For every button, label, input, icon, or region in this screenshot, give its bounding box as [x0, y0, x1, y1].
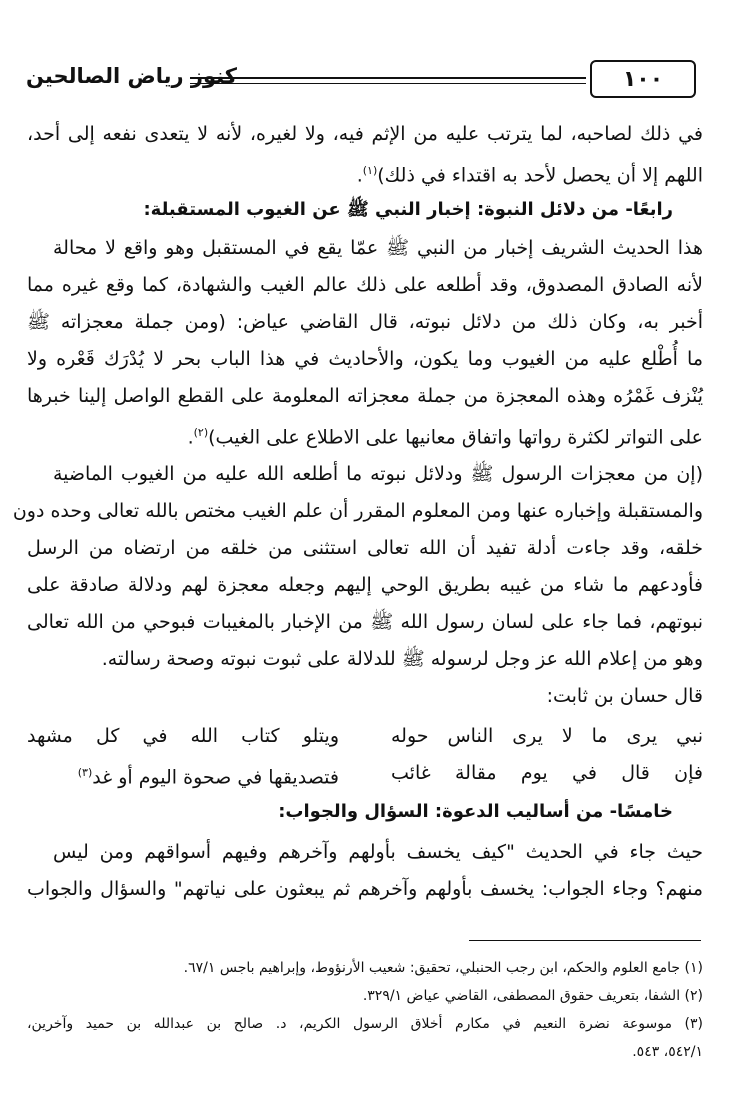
footnote-mark: (١) — [362, 164, 378, 177]
text-line: على التواتر لكثرة رواتها واتفاق معانيها على الاطلاع على الغيب)$^{(٢)}$. — [187, 426, 703, 449]
footnote: (٢) الشفا، بتعريف حقوق المصطفى، القاضي عياض ٣٢٩/١. — [362, 988, 703, 1004]
page-header — [20, 58, 710, 100]
text-line: ما أُطْلع عليه من الغيوب وما يكون، والأحاديث في هذا الباب بحر لا يُدْرَك قَعْره ولا — [27, 348, 703, 370]
footnote: (٣) موسوعة نضرة النعيم في مكارم أخلاق الرسول الكريم، د. صالح بن عبدالله بن حميد وآخرين، — [27, 1016, 703, 1032]
text-line: فأودعهم ما شاء من غيبه بطريق الوحي إليهم وجعله معجزة لهم ودلالة صادقة على — [27, 574, 703, 596]
text-line: منهم؟ وجاء الجواب: يخسف بأولهم وآخرهم ثم يبعثون على نياتهم" والسؤال والجواب — [27, 878, 703, 900]
text-line: (إن من معجزات الرسول ﷺ ودلائل نبوته ما أطلعه الله عليه من الغيوب الماضية — [53, 463, 703, 485]
footnote: ٥٤٢/١، ٥٤٣. — [632, 1044, 703, 1060]
text-line: اللهم إلا أن يحصل لأحد به اقتداء في ذلك)$^{(١)}$. — [356, 164, 703, 187]
text-line: وهو من إعلام الله عز وجل لرسوله ﷺ للدلالة على ثبوت نبوته وصحة رسالته. — [101, 648, 703, 670]
text-line: لأنه الصادق المصدوق، وقد أطلعه على ذلك عالم الغيب والشهادة، كما وقع غيره مما — [27, 274, 703, 296]
text-line: في ذلك لصاحبه، لما يترتب عليه من الإثم فيه، ولا لغيره، لأنه لا يتعدى نفعه إلى أحد، — [27, 123, 703, 145]
page-number: ١٠٠ — [590, 60, 696, 98]
verse-first-hemistich: نبي يرى ما لا يرى الناس حوله — [391, 725, 703, 747]
verse-first-hemistich: فإن قال في يوم مقالة غائب — [391, 762, 703, 784]
section-heading-5: خامسًا- من أساليب الدعوة: السؤال والجواب: — [278, 801, 673, 822]
text-span: على التواتر لكثرة رواتها واتفاق معانيها على الاطلاع على الغيب) — [208, 426, 703, 449]
text-line: أخبر به، وكان ذلك من دلائل نبوته، قال القاضي عياض: (ومن جملة معجزاته ﷺ — [27, 311, 703, 333]
footnote-separator — [469, 940, 701, 941]
section-heading-4: رابعًا- من دلائل النبوة: إخبار النبي ﷺ عن الغيوب المستقبلة: — [143, 199, 673, 220]
text-span: فتصديقها في صحوة اليوم أو غد — [92, 766, 339, 789]
text-line: والمستقبلة وإخباره عنها ومن المعلوم المقرر أن علم الغيب مختص بالله تعالى وحده دون — [12, 500, 703, 522]
text-line: يُنْزف غَمْرُه وهذه المعجزة من جملة معجزاته المعلومة على القطع الواصل إلينا خبرها — [27, 385, 703, 407]
verse-second-hemistich: ويتلو كتاب الله في كل مشهد — [27, 725, 339, 747]
text-line: حيث جاء في الحديث "كيف يخسف بأولهم وآخرهم وفيهم أسواقهم ومن ليس — [53, 841, 703, 863]
header-rule-thin — [190, 83, 586, 84]
footnote: (١) جامع العلوم والحكم، ابن رجب الحنبلي، تحقيق: شعيب الأرنؤوط، وإبراهيم باجس ٦٧/١. — [183, 960, 703, 976]
book-title: كنوز رياض الصالحين — [26, 64, 237, 88]
text-line: قال حسان بن ثابت: — [546, 685, 703, 707]
footnote-mark: (٣) — [77, 766, 93, 779]
poem-verse-2 — [27, 755, 703, 791]
text-line: هذا الحديث الشريف إخبار من النبي ﷺ عمّا يقع في المستقبل وهو واقع لا محالة — [53, 237, 703, 259]
footnote-mark: (٢) — [193, 426, 209, 439]
verse-second-hemistich — [27, 755, 339, 795]
poem-verse-1 — [27, 718, 703, 754]
text-span: اللهم إلا أن يحصل لأحد به اقتداء في ذلك) — [377, 164, 703, 187]
header-rule — [190, 77, 586, 79]
text-line: خلقه، وقد جاءت أدلة تفيد أن الله تعالى استثنى من خلقه من ارتضاه من الرسل — [27, 537, 703, 559]
text-line: نبوتهم، فما جاء على لسان رسول الله ﷺ من الإخبار بالمغيبات فبوحي من الله تعالى — [27, 611, 703, 633]
